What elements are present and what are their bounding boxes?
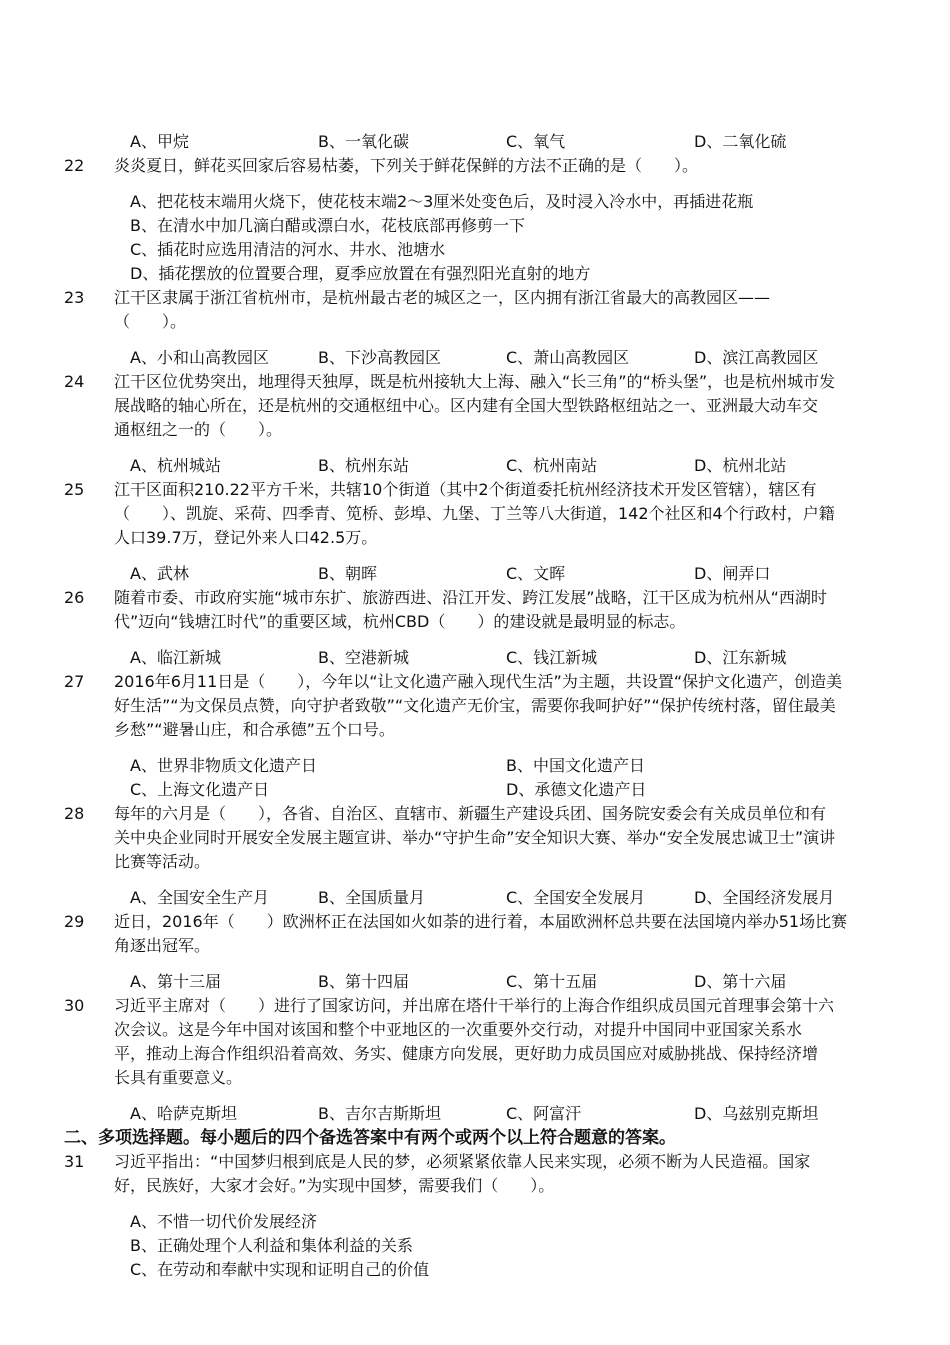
q24-option-c: C、杭州南站 (506, 456, 598, 475)
q26-number: 26 (64, 588, 85, 607)
q24-option-b: B、杭州东站 (318, 456, 409, 475)
q31-option-a: A、不惜一切代价发展经济 (130, 1212, 317, 1231)
q29-number: 29 (64, 912, 85, 931)
q29-stem-line: 角逐出冠军。 (114, 936, 211, 955)
q31-option-c: C、在劳动和奉献中实现和证明自己的价值 (130, 1260, 430, 1279)
q26-option-c: C、钱江新城 (506, 648, 598, 667)
q29-stem-line: 近日，2016年（ ）欧洲杯正在法国如火如荼的进行着，本届欧洲杯总共要在法国境内举办51场比赛 (114, 912, 848, 931)
q24-stem-line: 江干区位优势突出，地理得天独厚，既是杭州接轨大上海、融入“长三角”的“桥头堡”，也是杭州城市发 (114, 372, 836, 391)
q26-option-b: B、空港新城 (318, 648, 409, 667)
q27-option-d: D、承德文化遗产日 (506, 780, 647, 799)
q30-option-d: D、乌兹别克斯坦 (694, 1104, 819, 1123)
q28-option-a: A、全国安全生产月 (130, 888, 269, 907)
q28-stem-line: 比赛等活动。 (114, 852, 211, 871)
q27-option-a: A、世界非物质文化遗产日 (130, 756, 317, 775)
q30-option-c: C、阿富汗 (506, 1104, 582, 1123)
q30-number: 30 (64, 996, 85, 1015)
q24-stem-line: 通枢纽之一的（ ）。 (114, 420, 283, 439)
q27-stem-line: 乡愁”“避暑山庄，和合承德”五个口号。 (114, 720, 395, 739)
q30-stem-line: 平，推动上海合作组织沿着高效、务实、健康方向发展，更好助力成员国应对威胁挑战、保持经济增 (114, 1044, 819, 1063)
q28-option-b: B、全国质量月 (318, 888, 425, 907)
q28-stem-line: 关中央企业同时开展安全发展主题宣讲、举办“守护生命”安全知识大赛、举办“安全发展忠诚卫士”演讲 (114, 828, 836, 847)
q28-number: 28 (64, 804, 85, 823)
q30-option-b: B、吉尔吉斯斯坦 (318, 1104, 441, 1123)
q23-stem-line: （ ）。 (114, 312, 187, 331)
q26-stem-line: 代”迈向“钱塘江时代”的重要区域，杭州CBD（ ）的建设就是最明显的标志。 (114, 612, 686, 631)
q22-stem: 炎炎夏日，鲜花买回家后容易枯萎，下列关于鲜花保鲜的方法不正确的是（ ）。 (114, 156, 699, 175)
q24-option-d: D、杭州北站 (694, 456, 787, 475)
q23-stem-line: 江干区隶属于浙江省杭州市，是杭州最古老的城区之一，区内拥有浙江省最大的高教园区—— (114, 288, 771, 307)
q25-option-a: A、武林 (130, 564, 189, 583)
q23-number: 23 (64, 288, 85, 307)
q21-option-b: B、一氧化碳 (318, 132, 409, 151)
q29-option-b: B、第十四届 (318, 972, 409, 991)
q24-option-a: A、杭州城站 (130, 456, 221, 475)
q28-stem-line: 每年的六月是（ ），各省、自治区、直辖市、新疆生产建设兵团、国务院安委会有关成员单位和有 (114, 804, 827, 823)
q31-option-b: B、正确处理个人利益和集体利益的关系 (130, 1236, 413, 1255)
q27-number: 27 (64, 672, 85, 691)
q30-stem-line: 长具有重要意义。 (114, 1068, 243, 1087)
q25-stem-line: （ ）、凯旋、采荷、四季青、笕桥、彭埠、九堡、丁兰等八大街道，142个社区和4个行政村，户籍 (114, 504, 835, 523)
q22-number: 22 (64, 156, 85, 175)
q23-option-c: C、萧山高教园区 (506, 348, 630, 367)
q21-option-c: C、氧气 (506, 132, 566, 151)
q29-option-c: C、第十五届 (506, 972, 598, 991)
q22-option-d: D、插花摆放的位置要合理，夏季应放置在有强烈阳光直射的地方 (130, 264, 591, 283)
q22-option-b: B、在清水中加几滴白醋或漂白水，花枝底部再修剪一下 (130, 216, 525, 235)
q25-option-c: C、文晖 (506, 564, 566, 583)
q31-stem-line: 好，民族好，大家才会好。”为实现中国梦，需要我们（ ）。 (114, 1176, 555, 1195)
q29-option-a: A、第十三届 (130, 972, 221, 991)
q26-option-d: D、江东新城 (694, 648, 787, 667)
q27-stem-line: 2016年6月11日是（ ），今年以“让文化遗产融入现代生活”为主题，共设置“保护文化遗产，创造美 (114, 672, 843, 691)
q23-option-d: D、滨江高教园区 (694, 348, 819, 367)
q24-number: 24 (64, 372, 85, 391)
q27-option-c: C、上海文化遗产日 (130, 780, 270, 799)
q30-option-a: A、哈萨克斯坦 (130, 1104, 237, 1123)
q30-stem-line: 习近平主席对（ ）进行了国家访问，并出席在塔什干举行的上海合作组织成员国元首理事会第十六 (114, 996, 835, 1015)
q25-option-b: B、朝晖 (318, 564, 377, 583)
q25-stem-line: 江干区面积210.22平方千米，共辖10个街道（其中2个街道委托杭州经济技术开发区管辖），辖区有 (114, 480, 817, 499)
q23-option-b: B、下沙高教园区 (318, 348, 441, 367)
q26-stem-line: 随着市委、市政府实施“城市东扩、旅游西进、沿江开发、跨江发展”战略，江干区成为杭州从“西湖时 (114, 588, 827, 607)
q30-stem-line: 次会议。这是今年中国对该国和整个中亚地区的一次重要外交行动，对提升中国同中亚国家关系水 (114, 1020, 803, 1039)
q23-option-a: A、小和山高教园区 (130, 348, 269, 367)
q28-option-d: D、全国经济发展月 (694, 888, 835, 907)
q25-option-d: D、闸弄口 (694, 564, 771, 583)
q25-stem-line: 人口39.7万，登记外来人口42.5万。 (114, 528, 378, 547)
q26-option-a: A、临江新城 (130, 648, 221, 667)
q21-option-d: D、二氧化硫 (694, 132, 787, 151)
q22-option-a: A、把花枝末端用火烧下，使花枝末端2～3厘米处变色后，及时浸入冷水中，再插进花瓶 (130, 192, 754, 211)
q21-option-a: A、甲烷 (130, 132, 189, 151)
q29-option-d: D、第十六届 (694, 972, 787, 991)
q28-option-c: C、全国安全发展月 (506, 888, 646, 907)
q31-number: 31 (64, 1152, 85, 1171)
q31-stem-line: 习近平指出：“中国梦归根到底是人民的梦，必须紧紧依靠人民来实现，必须不断为人民造福。国家 (114, 1152, 811, 1171)
q22-option-c: C、插花时应选用清洁的河水、井水、池塘水 (130, 240, 446, 259)
q27-option-b: B、中国文化遗产日 (506, 756, 645, 775)
q24-stem-line: 展战略的轴心所在，还是杭州的交通枢纽中心。区内建有全国大型铁路枢纽站之一、亚洲最大动车交 (114, 396, 819, 415)
q27-stem-line: 好生活”“为文保员点赞，向守护者致敬”“文化遗产无价宝，需要你我呵护好”“保护传统村落，留住最美 (114, 696, 836, 715)
q25-number: 25 (64, 480, 85, 499)
section-heading: 二、多项选择题。每小题后的四个备选答案中有两个或两个以上符合题意的答案。 (64, 1128, 676, 1148)
